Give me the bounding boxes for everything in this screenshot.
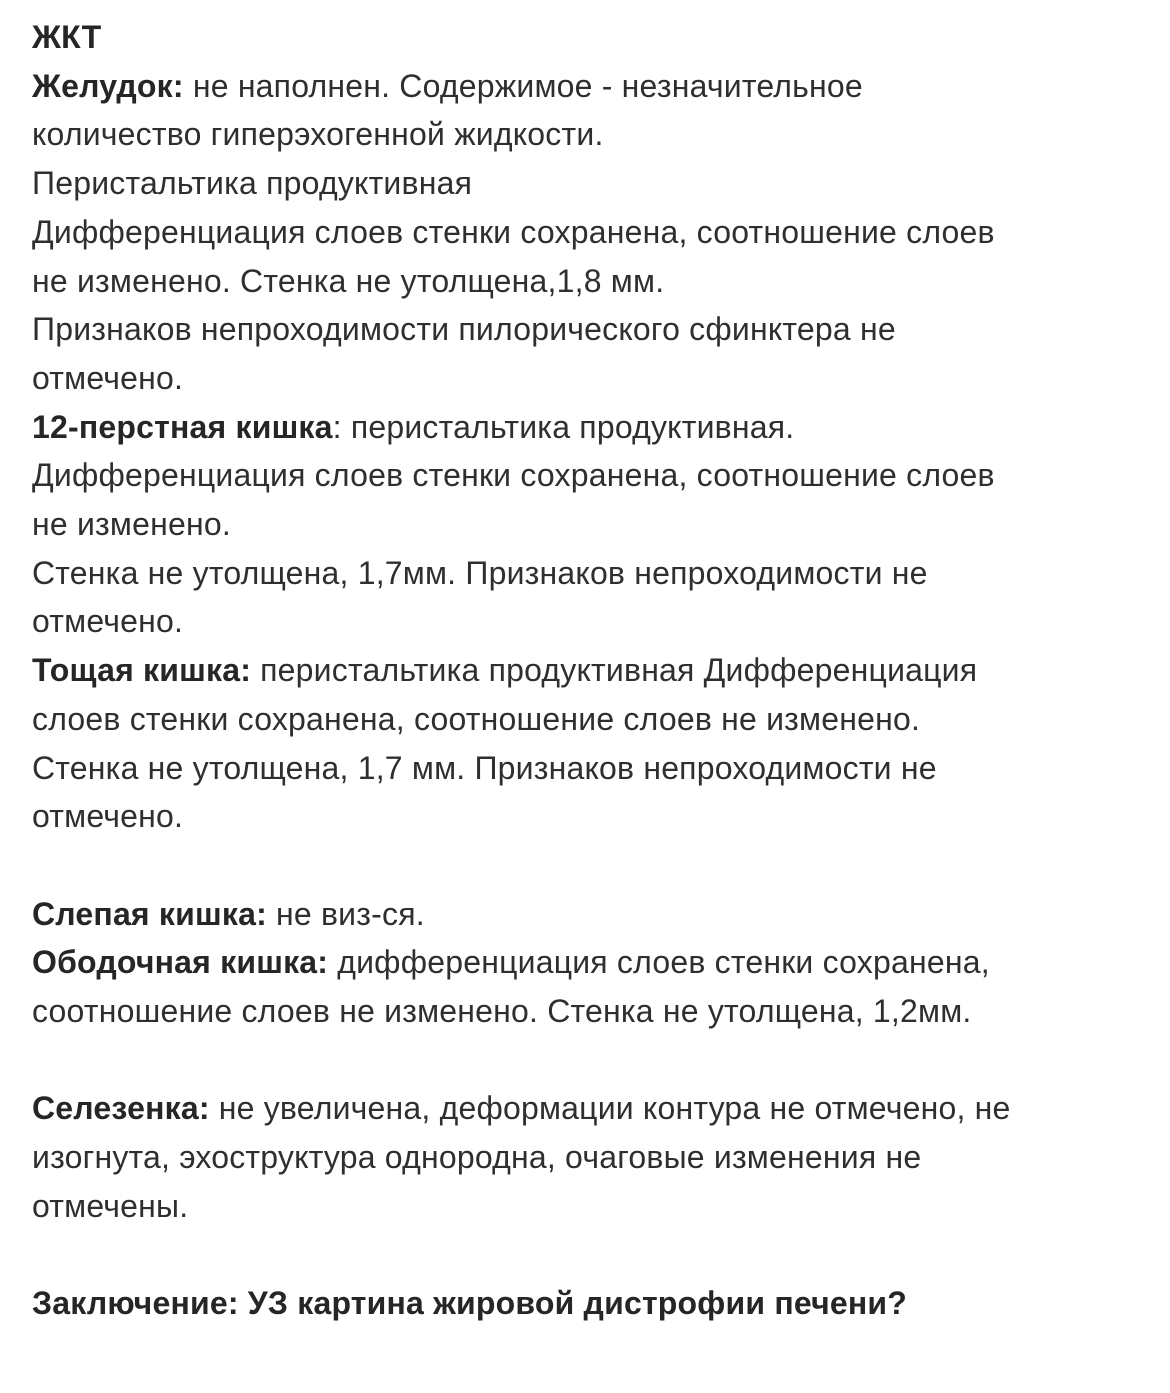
conclusion-text: Заключение: УЗ картина жировой дистрофии печени? (32, 1285, 907, 1322)
jejunum-label: Тощая кишка: (32, 652, 252, 689)
spleen-line-2: изогнута, эхоструктура однородна, очаговые изменения не (32, 1139, 922, 1176)
stomach-line-2: количество гиперэхогенной жидкости. (32, 116, 604, 153)
conclusion-line (32, 1279, 1142, 1328)
duodenum-line-4: Стенка не утолщена, 1,7мм. Признаков непроходимости не (32, 554, 928, 591)
cecum-line-1: Слепая кишка: не виз-ся. (32, 895, 425, 932)
report-heading: ЖКТ (32, 19, 102, 55)
spleen-label: Селезенка: (32, 1090, 210, 1127)
stomach-line-4: Дифференциация слоев стенки сохранена, соотношение слоев (32, 213, 995, 250)
stomach-line-6: Признаков непроходимости пилорического сфинктера не (32, 311, 896, 348)
duodenum-line-5: отмечено. (32, 603, 184, 640)
duodenum-label: 12-перстная кишка (32, 408, 333, 445)
jejunum-line-4: отмечено. (32, 798, 184, 835)
colon-line-1: Ободочная кишка: дифференциация слоев стенки сохранена, (32, 944, 990, 981)
cecum-label: Слепая кишка: (32, 895, 267, 932)
colon-line-2: соотношение слоев не изменено. Стенка не утолщена, 1,2мм. (32, 993, 972, 1030)
duodenum-line-3: не изменено. (32, 506, 231, 543)
spleen-line-3: отмечены. (32, 1187, 189, 1224)
duodenum-line-2: Дифференциация слоев стенки сохранена, соотношение слоев (32, 457, 995, 494)
stomach-label: Желудок: (32, 67, 184, 104)
stomach-line-3: Перистальтика продуктивная (32, 165, 473, 202)
stomach-line-1: Желудок: не наполнен. Содержимое - незначительное (32, 67, 863, 104)
jejunum-line-1: Тощая кишка: перистальтика продуктивная Дифференциация (32, 652, 978, 689)
duodenum-line-1: 12-перстная кишка: перистальтика продуктивная. (32, 408, 795, 445)
stomach-line-7: отмечено. (32, 359, 184, 396)
spleen-line-1: Селезенка: не увеличена, деформации контура не отмечено, не (32, 1090, 1011, 1127)
colon-label: Ободочная кишка: (32, 944, 329, 981)
blank-line (32, 1036, 1142, 1085)
blank-line (32, 841, 1142, 890)
stomach-line-5: не изменено. Стенка не утолщена,1,8 мм. (32, 262, 665, 299)
blank-line (32, 1231, 1142, 1280)
report-document (32, 13, 1142, 1328)
jejunum-line-3: Стенка не утолщена, 1,7 мм. Признаков непроходимости не (32, 749, 937, 786)
jejunum-line-2: слоев стенки сохранена, соотношение слоев не изменено. (32, 700, 921, 737)
